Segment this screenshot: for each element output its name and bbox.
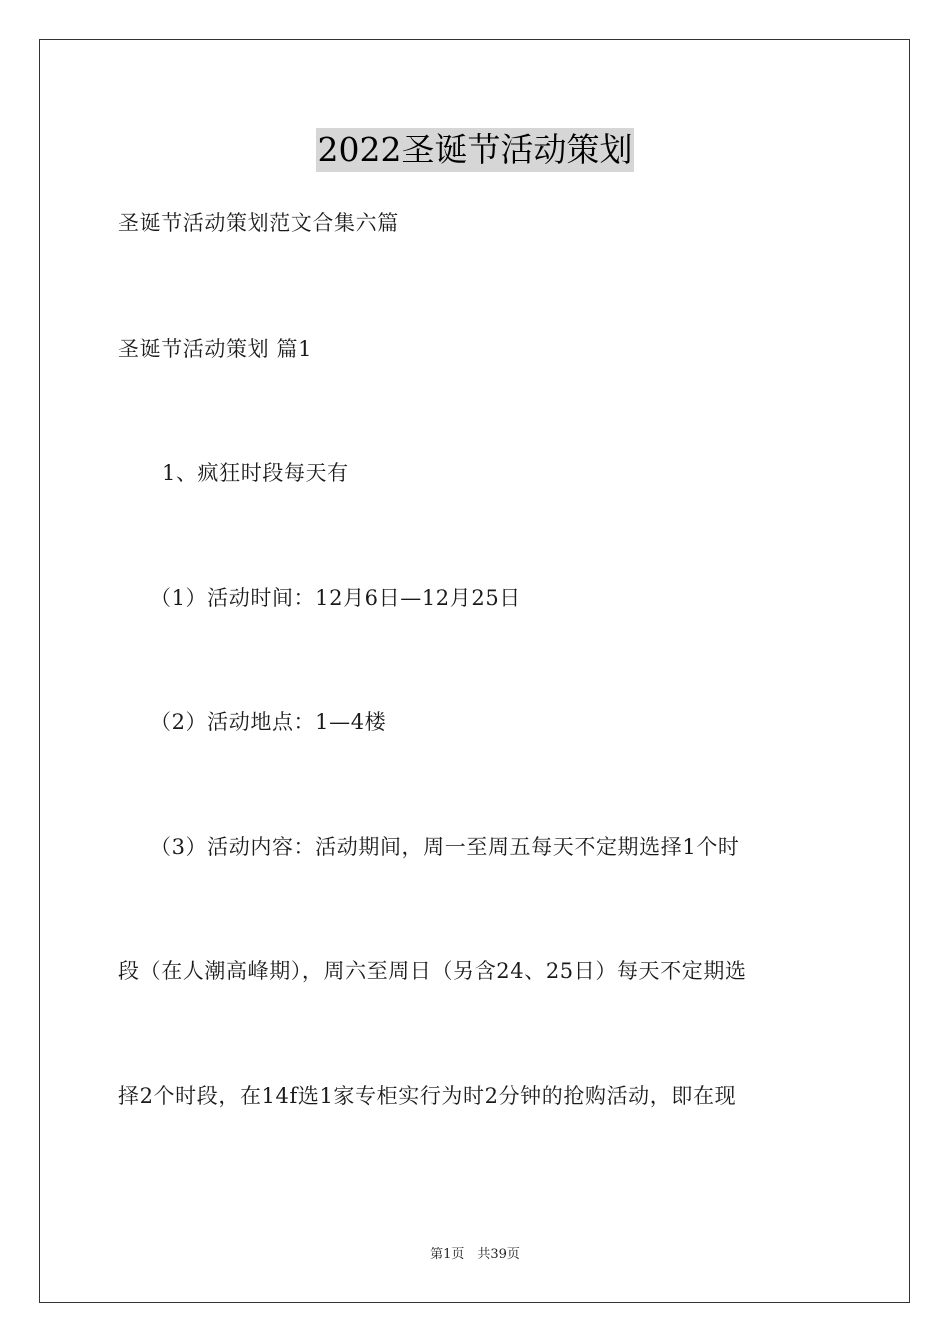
paragraph-activity-content: （3）活动内容：活动期间，周一至周五每天不定期选择1个时 (150, 835, 740, 859)
document-title: 2022圣诞节活动策划 (316, 128, 635, 172)
paragraph-activity-time: （1）活动时间：12月6日—12月25日 (150, 586, 521, 610)
paragraph-continuation-2: 择2个时段，在14f选1家专柜实行为时2分钟的抢购活动，即在现 (118, 1084, 737, 1108)
subtitle-paragraph: 圣诞节活动策划范文合集六篇 (118, 211, 399, 235)
list-item-heading: 1、疯狂时段每天有 (162, 461, 349, 485)
section-heading: 圣诞节活动策划 篇1 (118, 337, 313, 361)
page-number-footer: 第1页 共39页 (430, 1247, 520, 1262)
document-title-wrapper (0, 128, 950, 172)
paragraph-activity-location: （2）活动地点：1—4楼 (150, 710, 387, 734)
paragraph-continuation-1: 段（在人潮高峰期），周六至周日（另含24、25日）每天不定期选 (118, 959, 747, 983)
